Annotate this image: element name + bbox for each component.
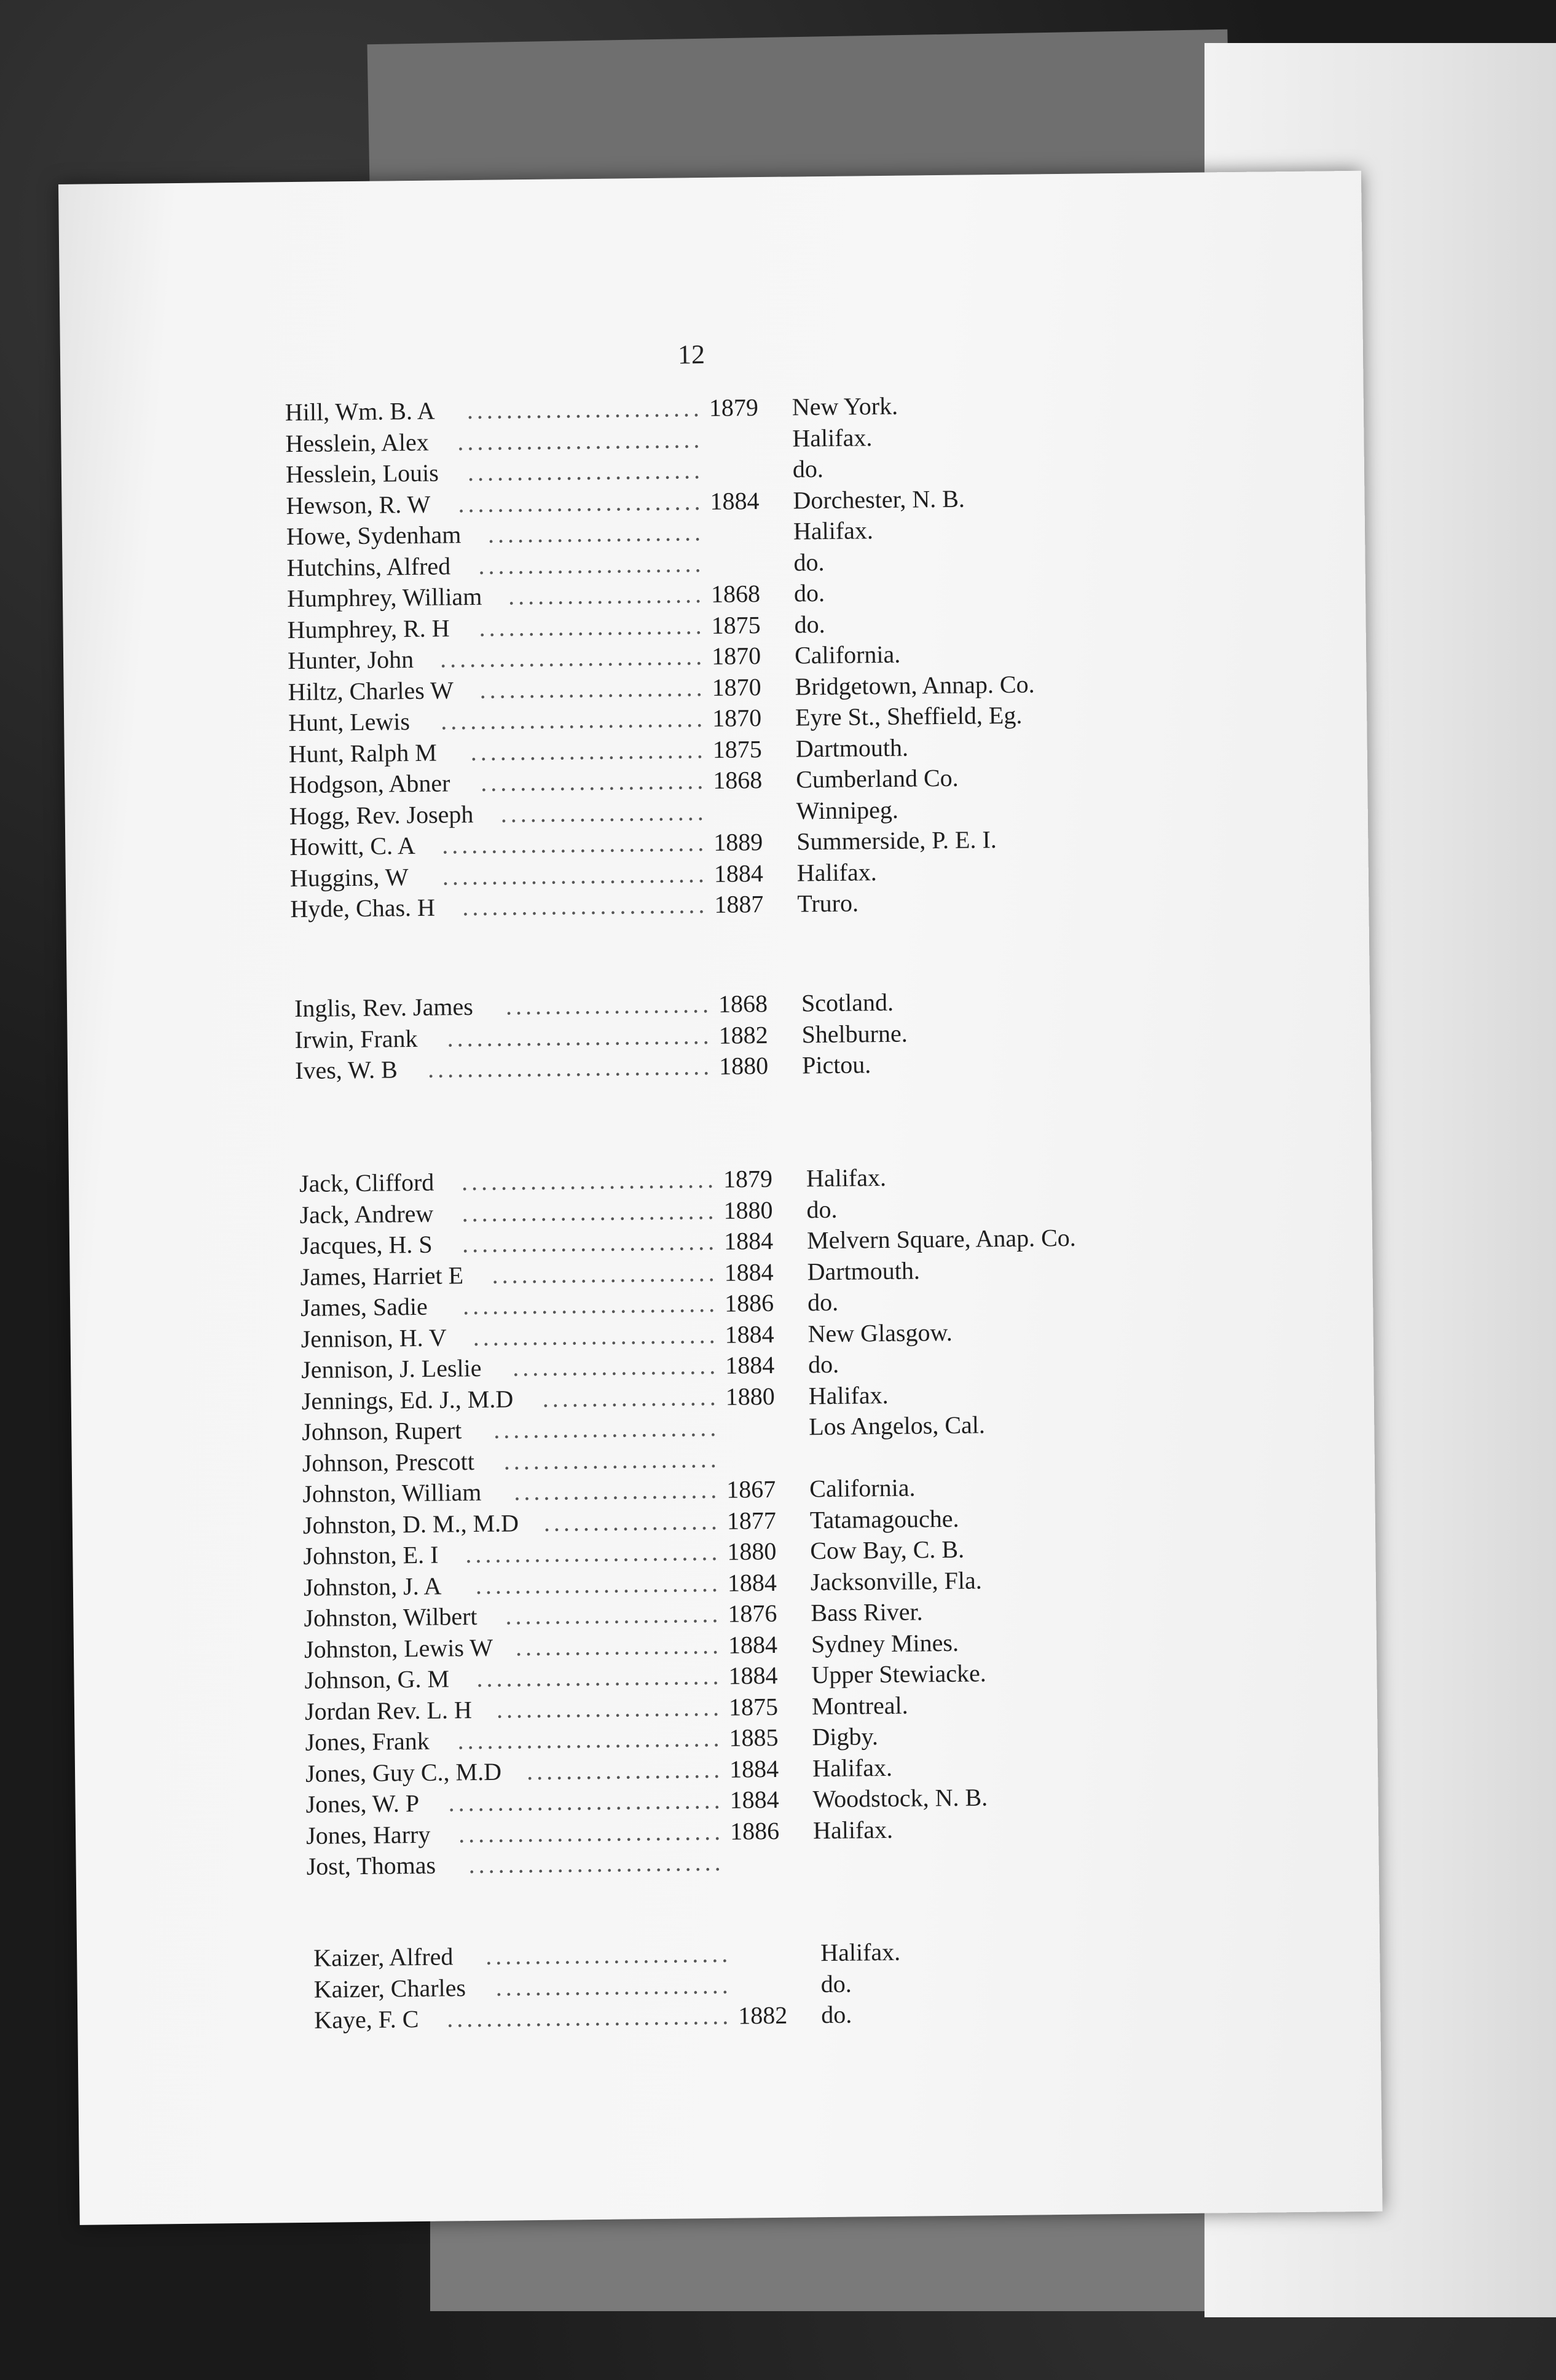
entry-name: [285, 393, 703, 428]
leader-dots: ...........................: [440, 704, 707, 735]
entry-year: 1884: [728, 1630, 778, 1659]
entry-name-text: Jennison, H. V: [301, 1323, 447, 1353]
entry-place: Pictou.: [801, 1050, 871, 1079]
entry-name: [305, 1754, 723, 1789]
entry-name: [303, 1537, 721, 1572]
entry-place: Dartmouth.: [807, 1256, 921, 1285]
entry-place: Eyre St., Sheffield, Eg.: [795, 701, 1023, 731]
entry-place: Sydney Mines.: [811, 1628, 959, 1658]
entry-name-text: Johnston, Wilbert: [304, 1602, 477, 1632]
entry-name-text: Hill, Wm. B. A: [285, 396, 435, 427]
leader-dots: ...........................: [458, 1817, 725, 1848]
entry-name: [305, 1692, 723, 1727]
entry-place: Halifax.: [812, 1753, 893, 1782]
entry-name-text: Johnston, William: [302, 1478, 482, 1508]
entry-name: [288, 672, 705, 707]
entry-name: [286, 548, 704, 583]
entry-place: do.: [793, 578, 825, 607]
entry-place: Woodstock, N. B.: [812, 1783, 988, 1813]
entry-year: 1884: [725, 1350, 775, 1379]
entry-place: Truro.: [797, 889, 859, 918]
entry-name-text: Humphrey, R. H: [287, 613, 450, 644]
entry-place: do.: [820, 1969, 852, 1998]
leader-dots: ........................: [495, 1971, 732, 2001]
entry-year: 1876: [728, 1599, 777, 1628]
entry-place: Bridgetown, Annap. Co.: [795, 669, 1035, 700]
entry-name-text: Humphrey, William: [286, 582, 482, 613]
entry-year: 1884: [710, 486, 760, 515]
entry-name: [302, 1475, 720, 1510]
entry-place: do.: [807, 1288, 839, 1317]
entry-name-text: Johnson, G. M: [304, 1665, 450, 1694]
leader-dots: .......................: [492, 1258, 718, 1289]
entry-name: [290, 889, 708, 924]
entry-name-text: Jack, Andrew: [299, 1199, 434, 1229]
leader-dots: ...........................: [442, 828, 708, 859]
entry-name: [304, 1661, 722, 1696]
leader-dots: ..........................: [462, 1196, 718, 1227]
leader-dots: .............................: [427, 1052, 713, 1083]
entry-name: [295, 1051, 713, 1086]
entry-place: Cow Bay, C. B.: [810, 1535, 965, 1565]
entry-name-text: Johnston, Lewis W: [304, 1633, 493, 1663]
entry-name-text: Howitt, C. A: [289, 831, 416, 861]
document-page: [58, 171, 1383, 2225]
leader-dots: .........................: [475, 1569, 722, 1599]
entry-name: [300, 1257, 718, 1292]
entry-year: 1870: [711, 642, 761, 670]
entry-name: [314, 1969, 732, 2004]
entry-name: [302, 1413, 720, 1448]
entry-place: do.: [806, 1195, 838, 1223]
entry-year: 1884: [727, 1568, 777, 1597]
entry-place: Los Angelos, Cal.: [808, 1411, 986, 1441]
entry-name-text: Ives, W. B: [294, 1055, 398, 1085]
entry-name: [301, 1381, 719, 1416]
leader-dots: ....................: [508, 580, 705, 610]
entry-name: [301, 1319, 718, 1354]
entry-place: Halifax.: [796, 857, 877, 886]
entry-year: 1875: [728, 1692, 779, 1721]
leader-dots: .............................: [447, 2001, 733, 2033]
entry-name: [313, 1939, 731, 1974]
entry-name-text: Hiltz, Charles W: [288, 676, 454, 706]
entry-place: Tatamagouche.: [809, 1504, 959, 1534]
entry-year: 1884: [724, 1258, 774, 1287]
entry-year: 1884: [725, 1320, 774, 1349]
entry-place: New York.: [792, 392, 898, 421]
entry-place: Winnipeg.: [796, 795, 899, 824]
entry-name: [304, 1599, 721, 1634]
entry-name-text: Hunter, John: [287, 645, 414, 675]
entry-name: [301, 1288, 718, 1323]
entry-name: [286, 486, 704, 521]
entry-year: 1880: [725, 1382, 775, 1411]
entry-year: [737, 1937, 811, 1938]
leader-dots: .....................: [512, 1351, 720, 1382]
entry-name-text: Jones, Harry: [305, 1820, 431, 1850]
entry-year: 1884: [729, 1785, 779, 1814]
leader-dots: .........................: [457, 425, 704, 455]
entry-name-text: Hutchins, Alfred: [286, 551, 451, 581]
entry-name-text: James, Harriet E: [300, 1261, 464, 1291]
entry-name: [288, 703, 706, 738]
entry-name: [290, 858, 708, 893]
entry-name-text: Jones, W. P: [305, 1789, 420, 1818]
entry-name: [304, 1629, 722, 1665]
leader-dots: ......................: [503, 1444, 721, 1475]
leader-dots: ....................: [526, 1755, 724, 1785]
leader-dots: ..........................: [462, 1289, 719, 1320]
leader-dots: ..................: [542, 1382, 720, 1413]
entry-year: 1884: [713, 859, 764, 888]
entry-year: 1880: [727, 1537, 777, 1566]
entry-name-text: Jordan Rev. L. H: [304, 1695, 473, 1725]
entry-name-text: Jack, Clifford: [299, 1168, 434, 1197]
entry-name: [303, 1505, 721, 1540]
entry-year: 1889: [713, 828, 763, 856]
entry-name: [288, 641, 705, 676]
entry-name: [286, 517, 704, 552]
entry-year: 1868: [712, 766, 763, 794]
leader-dots: ........................: [467, 456, 704, 487]
entry-place: California.: [794, 640, 901, 669]
leader-dots: ..........................: [465, 1537, 721, 1569]
entry-place: do.: [792, 454, 824, 483]
leader-dots: .........................: [462, 890, 709, 921]
entry-year: [726, 1411, 800, 1412]
entry-place: Jacksonville, Fla.: [810, 1566, 982, 1596]
entry-place: California.: [809, 1473, 916, 1503]
entry-place: Cumberland Co.: [795, 763, 959, 794]
leader-dots: ........................: [470, 735, 707, 766]
entry-name-text: Jones, Frank: [305, 1727, 430, 1756]
entry-name: [289, 797, 707, 832]
entry-name: [304, 1567, 721, 1602]
entry-name-text: Jones, Guy C., M.D: [305, 1757, 502, 1787]
entry-name-text: James, Sadie: [300, 1292, 428, 1322]
entry-place: Halifax.: [808, 1381, 889, 1409]
leader-dots: .......................: [496, 1693, 723, 1724]
entry-name: [300, 1226, 718, 1261]
entry-place: Halifax.: [792, 423, 873, 452]
entry-place: Digby.: [812, 1722, 879, 1751]
leader-dots: .......................: [478, 549, 705, 580]
entry-name-text: Johnson, Prescott: [302, 1447, 475, 1477]
entry-year: 1867: [726, 1475, 776, 1503]
entry-place: Dorchester, N. B.: [793, 484, 965, 514]
entry-name: [302, 1443, 720, 1478]
entry-year: 1886: [729, 1816, 780, 1845]
leader-dots: ...........................: [447, 1021, 713, 1052]
directory-list: [58, 171, 1383, 2225]
entry-place: do.: [807, 1350, 839, 1379]
entry-year: 1877: [726, 1506, 777, 1535]
entry-name: [299, 1164, 717, 1199]
leader-dots: ..........................: [462, 1227, 718, 1258]
entry-year: 1879: [709, 393, 759, 422]
entry-place: Melvern Square, Anap. Co.: [806, 1223, 1076, 1255]
entry-name: [305, 1785, 723, 1820]
entry-name-text: Hunt, Ralph M: [288, 738, 438, 768]
entry-year: 1886: [724, 1288, 774, 1317]
entry-year: 1868: [710, 580, 761, 608]
leader-dots: ..........................: [468, 1848, 725, 1879]
entry-year: 1875: [711, 610, 761, 639]
leader-dots: .....................: [515, 1631, 723, 1661]
entry-name-text: Inglis, Rev. James: [294, 993, 473, 1023]
entry-year: [710, 516, 784, 517]
leader-dots: .........................: [458, 487, 704, 518]
entry-year: 1880: [718, 1051, 769, 1080]
entry-place: do.: [794, 610, 825, 638]
entry-place: Halifax.: [806, 1163, 887, 1192]
leader-dots: .........................: [473, 1320, 719, 1351]
entry-name: [289, 827, 707, 862]
entry-place: Summerside, P. E. I.: [796, 826, 997, 856]
entry-name: [287, 579, 705, 614]
entry-year: 1884: [723, 1226, 774, 1255]
entry-name: [306, 1847, 724, 1882]
leader-dots: .......................: [493, 1413, 720, 1444]
entry-name-text: Hodgson, Abner: [289, 769, 450, 799]
entry-name-text: Kaizer, Alfred: [313, 1942, 454, 1972]
entry-place: Shelburne.: [801, 1019, 908, 1048]
entry-name-text: Howe, Sydenham: [286, 521, 462, 551]
entry-year: [713, 795, 787, 796]
entry-name: [285, 424, 703, 459]
entry-place: Halifax.: [812, 1815, 894, 1844]
leader-dots: .....................: [500, 797, 707, 828]
entry-name: [294, 989, 712, 1024]
entry-place: Montreal.: [811, 1691, 908, 1720]
entry-year: 1884: [728, 1661, 778, 1690]
entry-place: do.: [821, 2000, 852, 2029]
leader-dots: ..........................: [461, 1165, 718, 1196]
leader-dots: ......................: [487, 518, 705, 548]
leader-dots: ...........................: [439, 642, 706, 673]
page-number: 12: [677, 339, 705, 370]
leader-dots: .........................: [476, 1661, 723, 1693]
entry-name-text: Jacques, H. S: [299, 1230, 433, 1259]
entry-name: [301, 1350, 719, 1385]
entry-name-text: Johnson, Rupert: [302, 1416, 462, 1446]
entry-place: Halifax.: [793, 516, 874, 545]
entry-name-text: Kaye, F. C: [314, 2005, 419, 2034]
entry-year: 1884: [729, 1754, 779, 1783]
entry-name: [314, 2001, 732, 2036]
entry-place: Scotland.: [801, 988, 894, 1017]
entry-year: 1882: [718, 1020, 768, 1049]
leader-dots: ...........................: [442, 859, 709, 891]
entry-name-text: Johnston, J. A: [303, 1572, 442, 1601]
entry-name-text: Jennings, Ed. J., M.D: [301, 1384, 514, 1415]
entry-name-text: Hesslein, Alex: [285, 428, 429, 457]
entry-name-text: Irwin, Frank: [294, 1024, 418, 1054]
entry-year: [710, 454, 784, 455]
entry-place: New Glasgow.: [807, 1318, 953, 1347]
entry-year: [709, 423, 783, 424]
entry-year: 1887: [714, 890, 764, 918]
leader-dots: .......................: [480, 766, 707, 797]
entry-place: do.: [793, 548, 825, 577]
leader-dots: ............................: [448, 1786, 724, 1817]
leader-dots: ........................: [466, 394, 704, 425]
entry-name-text: Johnston, E. I: [303, 1540, 439, 1570]
entry-year: 1870: [712, 704, 762, 732]
leader-dots: .....................: [505, 990, 713, 1020]
entry-name: [289, 765, 707, 800]
entry-year: 1882: [738, 2001, 788, 2030]
entry-name-text: Hewson, R. W: [286, 490, 431, 519]
entry-year: 1885: [729, 1723, 779, 1752]
entry-place: Upper Stewiacke.: [811, 1659, 987, 1689]
entry-name: [305, 1723, 723, 1758]
entry-name-text: Huggins, W: [289, 862, 409, 892]
entry-name-text: Hesslein, Louis: [285, 459, 439, 489]
leader-dots: .......................: [479, 673, 706, 704]
entry-year: 1868: [718, 989, 768, 1018]
entry-name-text: Kaizer, Charles: [313, 1973, 466, 2003]
entry-place: Bass River.: [811, 1598, 923, 1627]
leader-dots: ......................: [505, 1599, 722, 1630]
entry-name: [294, 1020, 712, 1055]
entry-name: [299, 1195, 717, 1230]
entry-name: [288, 735, 706, 770]
leader-dots: .....................: [514, 1475, 721, 1506]
entry-name-text: Hyde, Chas. H: [290, 893, 436, 923]
leader-dots: ...........................: [457, 1724, 723, 1755]
entry-year: 1875: [712, 735, 762, 763]
entry-name-text: Jost, Thomas: [306, 1851, 436, 1880]
entry-name-text: Hogg, Rev. Joseph: [289, 800, 474, 830]
entry-name-text: Hunt, Lewis: [288, 707, 411, 737]
entry-name: [286, 455, 704, 490]
entry-place: Halifax.: [820, 1937, 901, 1967]
entry-year: 1870: [712, 672, 761, 701]
leader-dots: ..................: [543, 1507, 721, 1537]
entry-place: Dartmouth.: [795, 733, 909, 762]
leader-dots: .......................: [479, 611, 705, 642]
entry-name-text: Jennison, J. Leslie: [301, 1354, 482, 1384]
entry-name-text: Johnston, D. M., M.D: [302, 1508, 519, 1539]
leader-dots: .........................: [485, 1939, 732, 1970]
entry-year: 1880: [723, 1196, 773, 1224]
entry-year: 1879: [723, 1164, 773, 1193]
entry-name: [287, 610, 705, 645]
entry-name: [306, 1816, 724, 1851]
entry-year: [710, 547, 784, 548]
